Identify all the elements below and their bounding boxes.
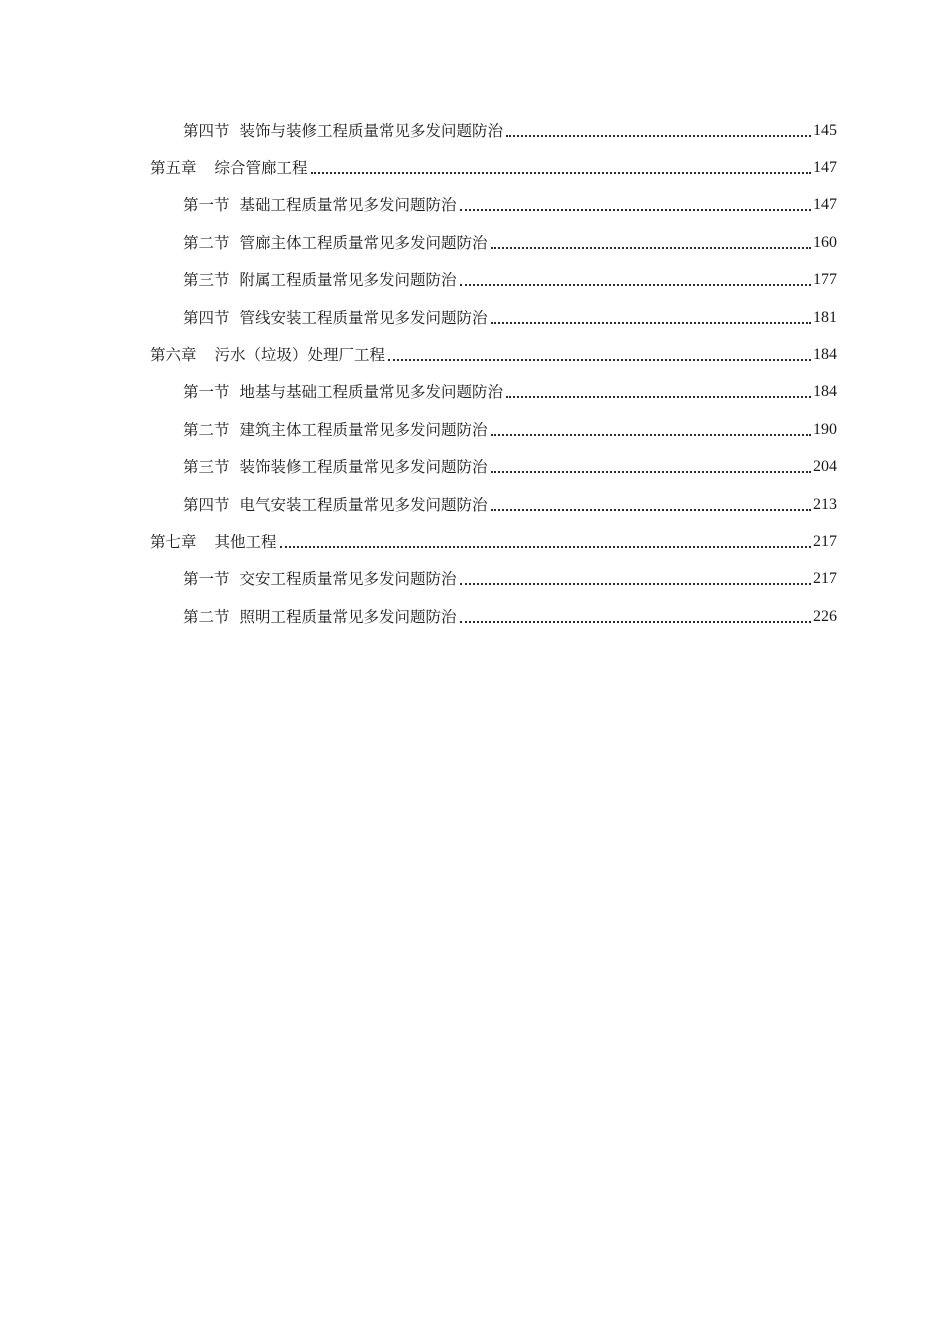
toc-entry-number: 第二节 [183, 420, 230, 439]
toc-entry[interactable] [0, 374, 950, 411]
dot-leader [311, 171, 811, 174]
toc-entry[interactable] [0, 299, 950, 336]
toc-entry-title: 其他工程 [214, 532, 277, 551]
toc-entry-title: 基础工程质量常见多发问题防治 [239, 196, 457, 215]
toc-entry-page: 147 [813, 159, 837, 177]
toc-entry-number: 第四节 [183, 121, 230, 140]
dot-leader [491, 321, 811, 324]
toc-entry[interactable] [0, 561, 950, 598]
toc-entry-page: 213 [813, 495, 837, 513]
toc-entry-number: 第一节 [183, 196, 230, 215]
toc-entry-page: 217 [813, 570, 837, 588]
dot-leader [460, 582, 811, 585]
dot-leader [460, 208, 811, 211]
toc-entry-page: 217 [813, 532, 837, 550]
toc-entry-title: 照明工程质量常见多发问题防治 [239, 607, 457, 626]
toc-entry-number: 第二节 [183, 607, 230, 626]
toc-entry-page: 190 [813, 420, 837, 438]
toc-entry-number: 第一节 [183, 383, 230, 402]
toc-entry-title: 管线安装工程质量常见多发问题防治 [239, 308, 488, 327]
toc-entry[interactable] [0, 149, 950, 186]
toc-entry[interactable] [0, 449, 950, 486]
toc-entry[interactable] [0, 411, 950, 448]
toc-entry[interactable] [0, 112, 950, 149]
dot-leader [460, 620, 811, 623]
toc-entry-page: 226 [813, 607, 837, 625]
toc-entry[interactable] [0, 486, 950, 523]
toc-entry-title: 附属工程质量常见多发问题防治 [239, 271, 457, 290]
table-of-contents [0, 112, 950, 635]
dot-leader [506, 395, 811, 398]
toc-entry-title: 装饰装修工程质量常见多发问题防治 [239, 458, 488, 477]
toc-entry-title: 管廊主体工程质量常见多发问题防治 [239, 233, 488, 252]
toc-entry-page: 181 [813, 308, 837, 326]
toc-entry-number: 第四节 [183, 495, 230, 514]
toc-entry[interactable] [0, 262, 950, 299]
dot-leader [460, 283, 811, 286]
toc-entry-page: 177 [813, 271, 837, 289]
dot-leader [506, 134, 811, 137]
dot-leader [491, 433, 811, 436]
toc-entry[interactable] [0, 523, 950, 560]
toc-entry-page: 184 [813, 346, 837, 364]
toc-entry[interactable] [0, 336, 950, 373]
toc-entry-title: 建筑主体工程质量常见多发问题防治 [239, 420, 488, 439]
toc-entry-page: 184 [813, 383, 837, 401]
toc-entry-page: 147 [813, 196, 837, 214]
toc-entry-title: 地基与基础工程质量常见多发问题防治 [239, 383, 504, 402]
toc-entry[interactable] [0, 598, 950, 635]
toc-entry[interactable] [0, 224, 950, 261]
toc-entry-number: 第六章 [150, 346, 197, 365]
toc-entry-number: 第二节 [183, 233, 230, 252]
dot-leader [491, 246, 811, 249]
toc-entry-page: 160 [813, 233, 837, 251]
toc-entry-title: 装饰与装修工程质量常见多发问题防治 [239, 121, 504, 140]
toc-entry-number: 第一节 [183, 570, 230, 589]
toc-entry-number: 第三节 [183, 458, 230, 477]
dot-leader [388, 358, 811, 361]
toc-entry[interactable] [0, 187, 950, 224]
toc-entry-title: 污水（垃圾）处理厂工程 [214, 346, 386, 365]
toc-entry-number: 第五章 [150, 159, 197, 178]
toc-entry-title: 综合管廊工程 [214, 159, 308, 178]
toc-entry-page: 145 [813, 121, 837, 139]
toc-entry-title: 电气安装工程质量常见多发问题防治 [239, 495, 488, 514]
toc-entry-number: 第三节 [183, 271, 230, 290]
dot-leader [491, 470, 811, 473]
toc-entry-title: 交安工程质量常见多发问题防治 [239, 570, 457, 589]
toc-entry-number: 第七章 [150, 532, 197, 551]
toc-entry-number: 第四节 [183, 308, 230, 327]
dot-leader [491, 508, 811, 511]
toc-entry-page: 204 [813, 458, 837, 476]
dot-leader [280, 545, 811, 548]
